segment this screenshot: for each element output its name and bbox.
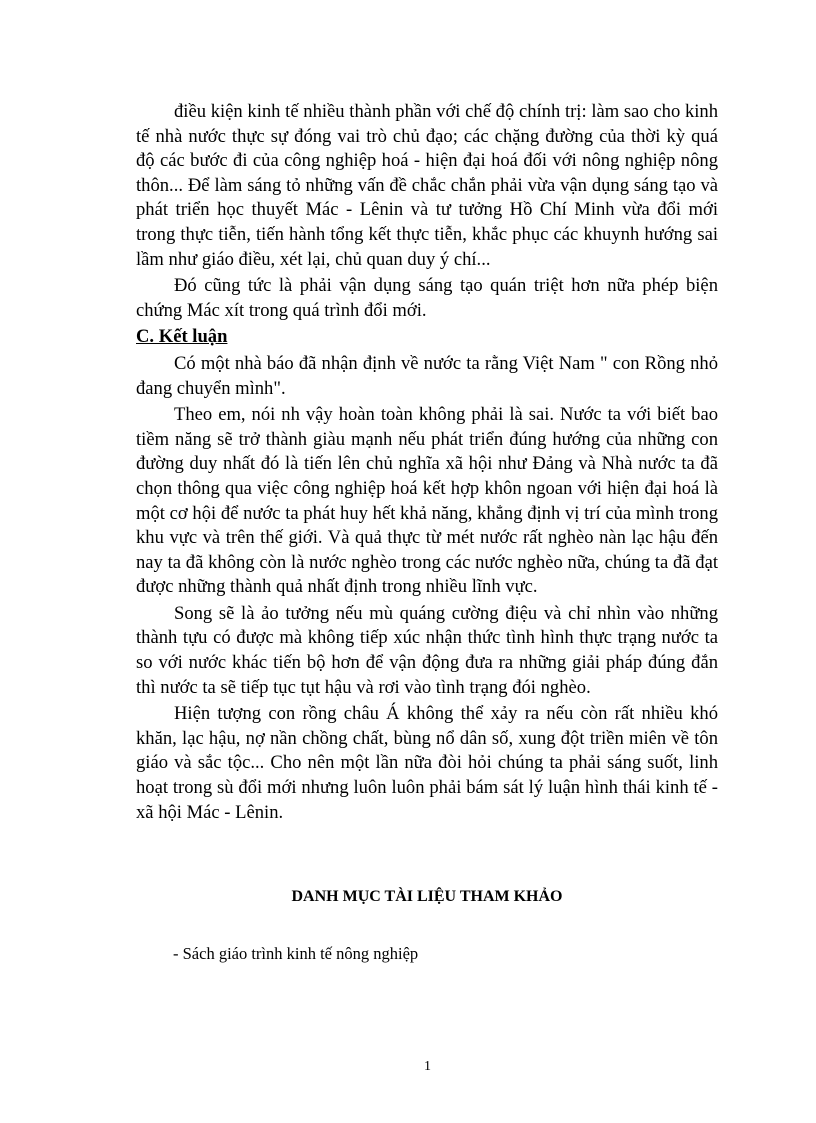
paragraph: Có một nhà báo đã nhận định về nước ta rằng Việt Nam " con Rồng nhỏ đang chuyển mình".	[136, 352, 718, 399]
paragraph: Hiện tượng con rồng châu Á không thể xảy ra nếu còn rất nhiều khó khăn, lạc hậu, nợ nần chồng chất, bùng nổ dân số, xung đột triền miên về tôn giáo và sắc tộc... Cho nên một lần nữa đòi hỏi chúng ta phải sáng suốt, linh hoạt trong sù đổi mới nhưng luôn luôn phải bám sát lý luận hình thái kinh tế - xã hội Mác - Lênin.	[136, 703, 718, 823]
references-title: DANH MỤC TÀI LIỆU THAM KHẢO	[291, 888, 563, 905]
paragraph-continuation: điều kiện kinh tế nhiều thành phần với chế độ chính trị: làm sao cho kinh tế nhà nước thực sự đóng vai trò chủ đạo; các chặng đường của thời kỳ quá độ các bước đi của công nghiệp hoá - hiện đại hoá đối với nông nghiệp nông thôn... Để làm sáng tỏ những vấn đề chắc chắn phải vừa vận dụng sáng tạo và phát triển học thuyết Mác - Lênin và tư tưởng Hồ Chí Minh vừa đổi mới trong thực tiễn, tiến hành tổng kết thực tiễn, khắc phục các khuynh hướng sai lầm như giáo điều, xét lại, chủ quan duy ý chí...	[136, 101, 718, 270]
reference-item: - Sách giáo trình kinh tế nông nghiệp	[173, 944, 419, 963]
paragraph: Đó cũng tức là phải vận dụng sáng tạo quán triệt hơn nữa phép biện chứng Mác xít trong quá trình đổi mới.	[136, 275, 718, 321]
paragraph: Song sẽ là ảo tưởng nếu mù quáng cường điệu và chỉ nhìn vào những thành tựu có được mà không tiếp xúc nhận thức tình hình thực trạng nước ta so với nước khác tiến bộ hơn để vận động đưa ra những giải pháp đúng đắn thì nước ta sẽ tiếp tục tụt hậu và rơi vào tình trạng đói nghèo.	[136, 602, 718, 698]
body-text	[136, 100, 718, 827]
page-number-value: 1	[424, 1059, 431, 1074]
paragraph: Theo em, nói nh vậy hoàn toàn không phải là sai. Nước ta với biết bao tiềm năng sẽ trở thành giàu mạnh nếu phát triển đúng hướng của những con đường duy nhất đó là tiến lên chủ nghĩa xã hội như Đảng và Nhà nước ta đã chọn thông qua việc công nghiệp hoá kết hợp khôn ngoan với hiện đại hoá là một cơ hội để nước ta phát huy hết khả năng, khẳng định vị trí của mình trong khu vực và trên thế giới. Và quả thực từ mét nước rất nghèo nàn lạc hậu đến nay ta đã không còn là nước nghèo trong các nước nghèo nữa, chúng ta đã đạt được những thành quả nhất định trong nhiều lĩnh vực.	[136, 404, 718, 598]
section-heading-conclusion: C. Kết luận	[136, 326, 228, 348]
